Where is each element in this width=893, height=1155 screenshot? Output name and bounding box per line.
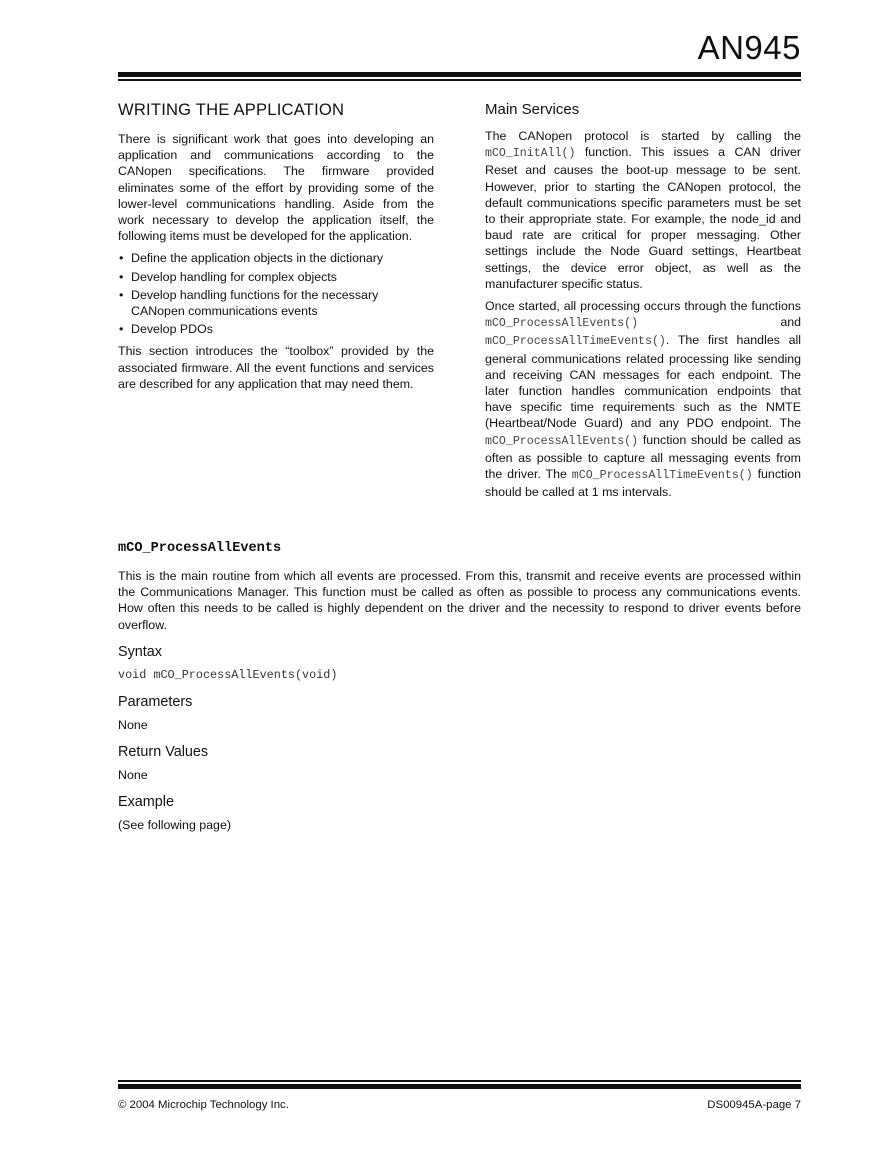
closing-paragraph: This section introduces the “toolbox” provided by the associated firmware. All the event functions and services are described for any application that may need them.	[118, 344, 434, 391]
function-section	[118, 540, 801, 844]
parameters-value: None	[118, 718, 148, 733]
subsection-heading: Main Services	[485, 101, 580, 118]
function-reference: mCO_ProcessAllEvents()	[485, 317, 639, 331]
bullet-icon: •	[119, 287, 124, 302]
intro-paragraph: There is significant work that goes into developing an application and communications according to the CANopen specifications. The firmware provided eliminates some of the effort by providing some of the lower-level communications handling. Aside from the work necessary to develop the application itself, the following items must be developed for the application.	[118, 132, 434, 244]
list-item: • Define the application objects in the dictionary	[119, 251, 384, 266]
main-services-paragraph-1: The CANopen protocol is started by calling the mCO_InitAll() function. This issues a CAN driver Reset and causes the boot-up message to be sent. However, prior to starting the CANopen protocol, the default communications specific parameters must be set to their appropriate state. For example, the node_id and baud rate are critical for proper messaging. Other settings include the Node Guard settings, Heartbeat settings, the device error object, as well as the manufacturer specific status.	[485, 129, 801, 291]
header-rule-thin	[118, 79, 801, 81]
function-reference: mCO_ProcessAllTimeEvents()	[571, 469, 753, 483]
document-number: AN945	[697, 29, 801, 66]
example-label: Example	[118, 794, 174, 811]
parameters-label: Parameters	[118, 694, 193, 711]
page-number: DS00945A-page 7	[707, 1099, 801, 1111]
function-title: mCO_ProcessAllEvents	[118, 541, 282, 556]
function-reference: mCO_InitAll()	[485, 147, 576, 161]
bullet-icon: •	[119, 322, 124, 337]
footer-rule-thin	[118, 1080, 801, 1082]
section-heading: WRITING THE APPLICATION	[118, 100, 345, 119]
main-services-paragraph-2: Once started, all processing occurs through the functions mCO_ProcessAllEvents() and mCO_ProcessAllTimeEvents(). The first handles all general communications related processing like sending and receiving CAN messages for each endpoint. The later function handles communication endpoints that have specific time requirements such as the NMTE (Heartbeat/Node Guard) and any PDO endpoint. The mCO_ProcessAllEvents() function should be called as often as possible to capture all messaging events from the driver. The mCO_ProcessAllTimeEvents() function should be called at 1 ms intervals.	[485, 299, 802, 500]
syntax-label: Syntax	[118, 643, 162, 660]
list-item: • Develop handling for complex objects	[119, 269, 337, 284]
function-reference: mCO_ProcessAllTimeEvents()	[485, 335, 666, 349]
copyright-text: © 2004 Microchip Technology Inc.	[118, 1099, 289, 1111]
requirements-list	[118, 250, 434, 337]
list-item: • Develop PDOs	[119, 322, 213, 337]
list-item: • Develop handling functions for the necessary CANopen communications events	[119, 287, 379, 319]
return-values-label: Return Values	[118, 744, 209, 761]
left-column	[118, 100, 434, 398]
function-description: This is the main routine from which all events are processed. From this, transmit and receive events are processed within the Communications Manager. This function must be called as often as possible to process any communications events. How often this needs to be called is highly dependent on the driver and the necessity to respond to driver events before overflow.	[118, 569, 801, 632]
syntax-code: void mCO_ProcessAllEvents(void)	[118, 667, 338, 682]
bullet-icon: •	[119, 251, 124, 266]
header-rule-thick	[118, 72, 801, 77]
bullet-icon: •	[119, 269, 124, 284]
footer-rule-thick	[118, 1084, 801, 1089]
right-column	[485, 100, 801, 506]
function-reference: mCO_ProcessAllEvents()	[485, 434, 639, 448]
return-values-value: None	[118, 768, 148, 783]
example-value: (See following page)	[118, 818, 231, 833]
